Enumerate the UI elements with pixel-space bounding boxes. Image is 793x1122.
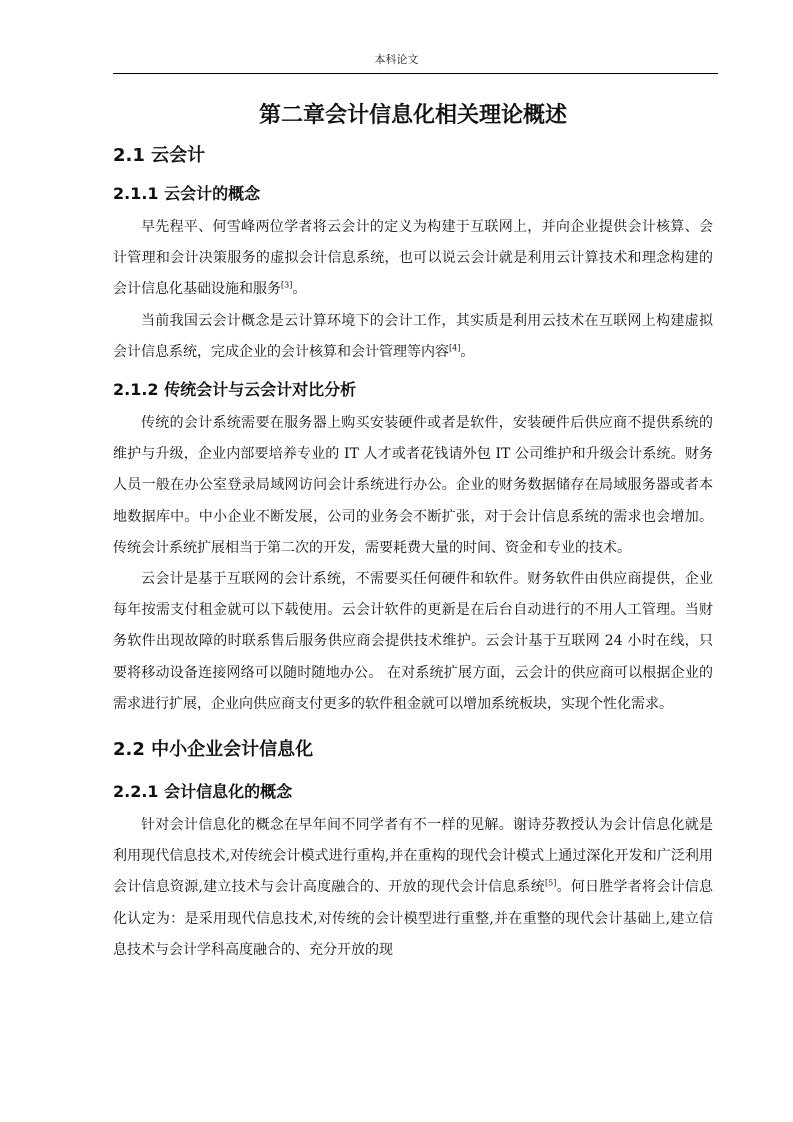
paragraph-cloud-accounting-definition bbox=[113, 212, 713, 306]
header-divider bbox=[113, 73, 718, 74]
section-heading-2-1-2: 2.1.2 传统会计与云会计对比分析 bbox=[113, 380, 357, 400]
paragraph-cloud-accounting-china bbox=[113, 306, 713, 368]
paragraph-tail: 。 bbox=[292, 281, 307, 298]
citation-ref: [5] bbox=[544, 878, 557, 888]
section-heading-2-1-1: 2.1.1 云会计的概念 bbox=[113, 184, 261, 203]
page-content bbox=[113, 96, 713, 966]
citation-ref: [3] bbox=[281, 280, 293, 290]
section-heading-2-2-1: 2.2.1 会计信息化的概念 bbox=[113, 782, 293, 802]
section-heading-2-1: 2.1 云会计 bbox=[113, 145, 206, 166]
paragraph-traditional-accounting: 传统的会计系统需要在服务器上购买安装硬件或者是软件，安装硬件后供应商不提供系统的维护与升级，企业内部要培养专业的 IT 人才或者花钱请外包 IT 公司维护和升级会计系统。财务人员一般在办公室登录局域网访问会计系统进行办公。企业的财务数据储存在局域服务器或者本地数据库中。中小企业不断发展，公司的业务会不断扩张，对于会计信息系统的需求也会增加。传统会计系统扩展相当于第二次的开发，需要耗费大量的时间、资金和专业的技术。 bbox=[113, 415, 713, 556]
paragraph-accounting-informatization-concept bbox=[113, 810, 713, 966]
citation-ref: [4] bbox=[449, 343, 461, 353]
chapter-title: 第二章会计信息化相关理论概述 bbox=[258, 103, 567, 128]
paragraph-text: 早先程平、何雪峰两位学者将云会计的定义为构建于互联网上，并向企业提供会计核算、会计管理和会计决策服务的虚拟会计信息系统，也可以说云会计就是利用云计算技术和理念构建的会计信息化基础设施和服务 bbox=[113, 219, 713, 298]
paragraph-text: 针对会计信息化的概念在早年间不同学者有不一样的见解。谢诗芬教授认为会计信息化就是利用现代信息技术,对传统会计模式进行重构,并在重构的现代会计模式上通过深化开发和广泛利用会计信息资源,建立技术与会计高度融合的、开放的现代会计信息系统 bbox=[113, 817, 713, 896]
paragraph-text: 当前我国云会计概念是云计算环境下的会计工作，其实质是利用云技术在互联网上构建虚拟会计信息系统，完成企业的会计核算和会计管理等内容 bbox=[113, 312, 713, 360]
section-heading-2-2: 2.2 中小企业会计信息化 bbox=[113, 739, 314, 761]
paragraph-tail: 。 bbox=[460, 343, 475, 360]
paragraph-tail: 。何日胜学者将会计信息化认定为：是采用现代信息技术,对传统的会计模型进行重整,并在重整的现代会计基础上,建立信息技术与会计学科高度融合的、充分开放的现 bbox=[113, 879, 714, 958]
page-header: 本科论文 bbox=[374, 53, 419, 66]
paragraph-cloud-accounting-advantages: 云会计是基于互联网的会计系统，不需要买任何硬件和软件。财务软件由供应商提供，企业每年按需支付租金就可以下载使用。云会计软件的更新是在后台自动进行的不用人工管理。当财务软件出现故障的时联系售后服务供应商会提供技术维护。云会计基于互联网 24 小时在线，只要将移动设备连接网络可以随时随地办公。 在对系统扩展方面，云会计的供应商可以根据企业的需求进行扩展，企业向供应商支付更多的软件租金就可以增加系统板块，实现个性化需求。 bbox=[113, 571, 713, 712]
